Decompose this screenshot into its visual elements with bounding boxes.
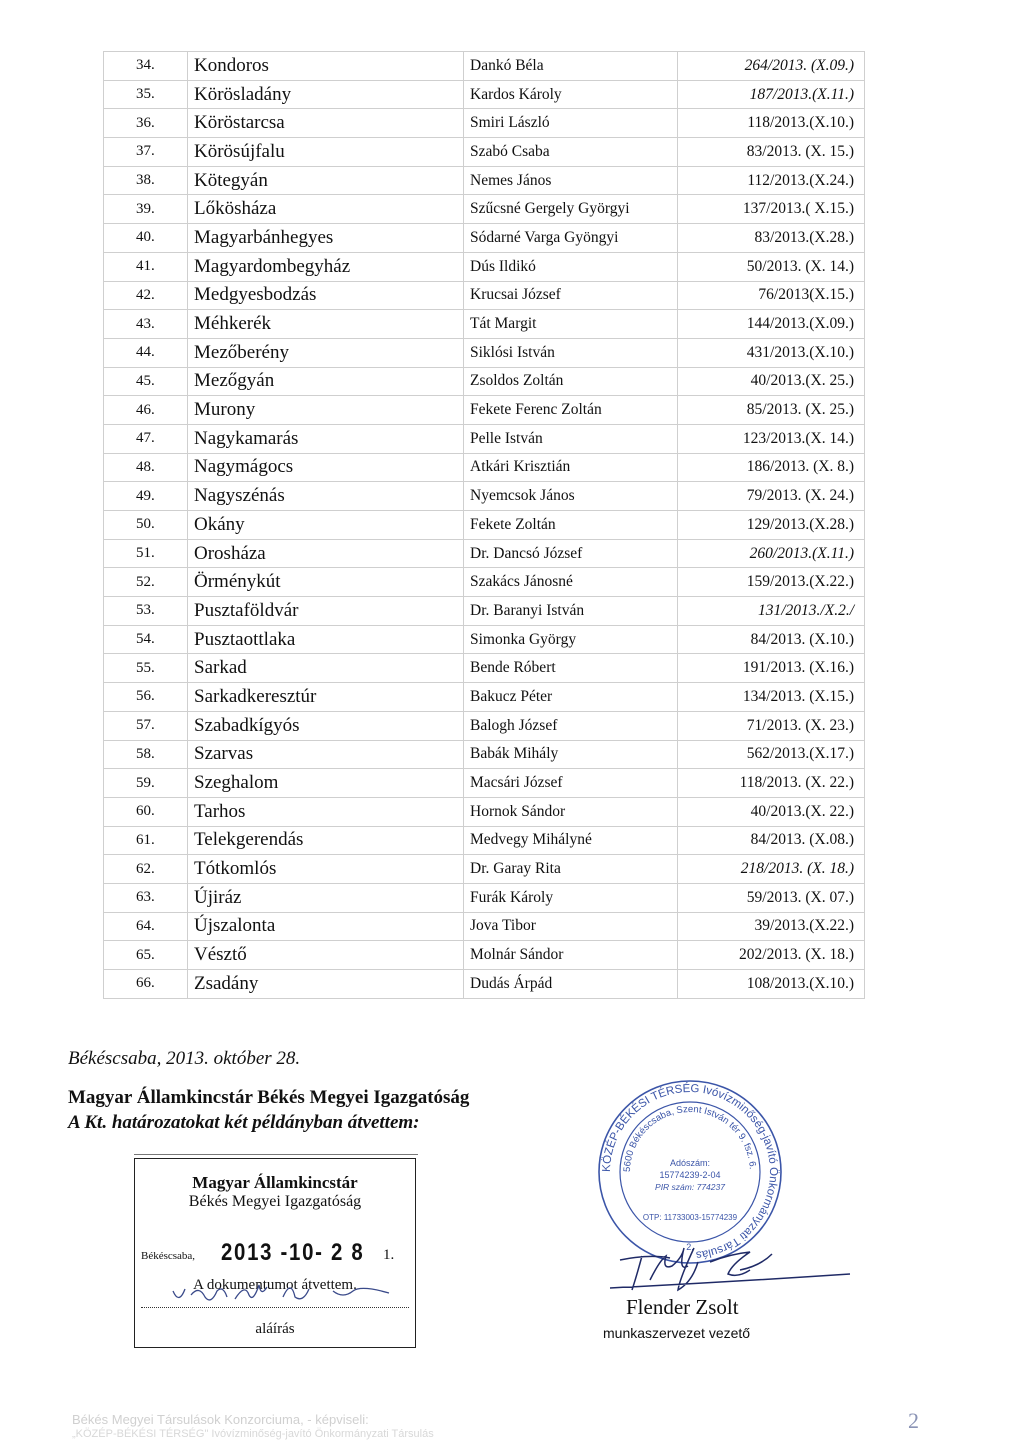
row-representative: Hornok Sándor <box>464 797 678 826</box>
row-resolution: 118/2013.(X.10.) <box>678 109 865 138</box>
row-number: 50. <box>104 511 188 540</box>
row-resolution: 118/2013. (X. 22.) <box>678 769 865 798</box>
row-municipality: Zsadány <box>188 970 464 999</box>
row-resolution: 431/2013.(X.10.) <box>678 338 865 367</box>
row-resolution: 40/2013.(X. 25.) <box>678 367 865 396</box>
row-number: 47. <box>104 424 188 453</box>
row-resolution: 76/2013(X.15.) <box>678 281 865 310</box>
row-municipality: Telekgerendás <box>188 826 464 855</box>
row-number: 43. <box>104 310 188 339</box>
stamp-doc-text: A dokumentumot átvettem. <box>193 1277 357 1293</box>
row-resolution: 218/2013. (X. 18.) <box>678 855 865 884</box>
receipt-stamp <box>134 1158 416 1348</box>
row-number: 57. <box>104 711 188 740</box>
row-municipality: Újszalonta <box>188 912 464 941</box>
row-municipality: Sarkad <box>188 654 464 683</box>
row-number: 39. <box>104 195 188 224</box>
signatory-name: Flender Zsolt <box>626 1295 739 1319</box>
row-representative: Kardos Károly <box>464 80 678 109</box>
row-number: 62. <box>104 855 188 884</box>
row-representative: Balogh József <box>464 711 678 740</box>
row-number: 65. <box>104 941 188 970</box>
handwritten-signature-icon <box>590 1240 860 1300</box>
row-number: 52. <box>104 568 188 597</box>
row-municipality: Magyarbánhegyes <box>188 224 464 253</box>
row-representative: Dankó Béla <box>464 52 678 81</box>
row-municipality: Mezőberény <box>188 338 464 367</box>
row-municipality: Méhkerék <box>188 310 464 339</box>
row-resolution: 108/2013.(X.10.) <box>678 970 865 999</box>
row-resolution: 134/2013. (X.15.) <box>678 683 865 712</box>
row-municipality: Tarhos <box>188 797 464 826</box>
table-row <box>104 453 865 482</box>
row-number: 45. <box>104 367 188 396</box>
row-resolution: 187/2013.(X.11.) <box>678 80 865 109</box>
svg-text:OTP: 11733003-15774239: OTP: 11733003-15774239 <box>642 1213 738 1222</box>
row-municipality: Medgyesbodzás <box>188 281 464 310</box>
signatory-role: munkaszervezet vezető <box>603 1325 751 1341</box>
table-row <box>104 52 865 81</box>
row-number: 51. <box>104 539 188 568</box>
row-resolution: 144/2013.(X.09.) <box>678 310 865 339</box>
received-note: A Kt. határozatokat két példányban átvettem: <box>68 1112 420 1133</box>
table-row <box>104 511 865 540</box>
municipality-table <box>103 51 865 999</box>
table-row <box>104 396 865 425</box>
row-number: 35. <box>104 80 188 109</box>
table-row <box>104 855 865 884</box>
svg-text:15774239-2-04: 15774239-2-04 <box>659 1170 721 1180</box>
table-row <box>104 482 865 511</box>
row-municipality: Tótkomlós <box>188 855 464 884</box>
table-body <box>104 52 865 999</box>
row-number: 46. <box>104 396 188 425</box>
row-municipality: Vésztő <box>188 941 464 970</box>
row-number: 48. <box>104 453 188 482</box>
place-date: Békéscsaba, 2013. október 28. <box>68 1048 301 1069</box>
svg-text:5600 Békéscsaba, Szent István: 5600 Békéscsaba, Szent István tér 9. fsz. 6. <box>621 1103 758 1173</box>
row-number: 55. <box>104 654 188 683</box>
row-municipality: Magyardombegyház <box>188 252 464 281</box>
row-representative: Szabó Csaba <box>464 138 678 167</box>
table-row <box>104 138 865 167</box>
row-number: 63. <box>104 883 188 912</box>
table-row <box>104 597 865 626</box>
row-representative: Zsoldos Zoltán <box>464 367 678 396</box>
row-representative: Fekete Zoltán <box>464 511 678 540</box>
row-representative: Nemes János <box>464 166 678 195</box>
svg-text:PIR szám: 774237: PIR szám: 774237 <box>655 1182 725 1192</box>
row-number: 40. <box>104 224 188 253</box>
row-municipality: Pusztaottlaka <box>188 625 464 654</box>
table-row <box>104 224 865 253</box>
row-resolution: 202/2013. (X. 18.) <box>678 941 865 970</box>
table-row <box>104 281 865 310</box>
row-representative: Dús Ildikó <box>464 252 678 281</box>
page-number: 2 <box>908 1408 919 1433</box>
row-number: 64. <box>104 912 188 941</box>
row-representative: Atkári Krisztián <box>464 453 678 482</box>
page-footer-line1: Békés Megyei Társulások Konzorciuma, - képviseli: <box>72 1412 369 1427</box>
row-municipality: Okány <box>188 511 464 540</box>
row-number: 36. <box>104 109 188 138</box>
treasury-name: Magyar Államkincstár Békés Megyei Igazgatóság <box>68 1087 470 1108</box>
row-municipality: Lőkösháza <box>188 195 464 224</box>
row-municipality: Körösladány <box>188 80 464 109</box>
row-municipality: Kötegyán <box>188 166 464 195</box>
row-representative: Simonka György <box>464 625 678 654</box>
row-representative: Molnár Sándor <box>464 941 678 970</box>
stamp-subtitle: Békés Megyei Igazgatóság <box>188 1193 362 1210</box>
row-representative: Dr. Dancsó József <box>464 539 678 568</box>
row-resolution: 129/2013.(X.28.) <box>678 511 865 540</box>
row-resolution: 260/2013.(X.11.) <box>678 539 865 568</box>
row-resolution: 562/2013.(X.17.) <box>678 740 865 769</box>
table-row <box>104 109 865 138</box>
table-row <box>104 883 865 912</box>
row-number: 42. <box>104 281 188 310</box>
row-resolution: 79/2013. (X. 24.) <box>678 482 865 511</box>
row-representative: Pelle István <box>464 424 678 453</box>
row-resolution: 83/2013.(X.28.) <box>678 224 865 253</box>
row-municipality: Nagymágocs <box>188 453 464 482</box>
row-resolution: 84/2013. (X.08.) <box>678 826 865 855</box>
table-row <box>104 912 865 941</box>
row-municipality: Szarvas <box>188 740 464 769</box>
table-row <box>104 338 865 367</box>
table-row <box>104 310 865 339</box>
row-resolution: 84/2013. (X.10.) <box>678 625 865 654</box>
svg-text:Adószám:: Adószám: <box>669 1158 711 1168</box>
row-municipality: Körösújfalu <box>188 138 464 167</box>
table-row <box>104 941 865 970</box>
stamp-number: 1. <box>383 1247 395 1263</box>
table-row <box>104 252 865 281</box>
row-resolution: 85/2013. (X. 25.) <box>678 396 865 425</box>
svg-text:2.: 2. <box>686 1242 694 1252</box>
row-representative: Nyemcsok János <box>464 482 678 511</box>
row-number: 56. <box>104 683 188 712</box>
row-resolution: 186/2013. (X. 8.) <box>678 453 865 482</box>
row-representative: Bende Róbert <box>464 654 678 683</box>
row-number: 54. <box>104 625 188 654</box>
table-row <box>104 797 865 826</box>
row-number: 60. <box>104 797 188 826</box>
signature-label: aláírás <box>255 1321 295 1337</box>
row-representative: Szűcsné Gergely Györgyi <box>464 195 678 224</box>
row-number: 34. <box>104 52 188 81</box>
row-representative: Bakucz Péter <box>464 683 678 712</box>
row-representative: Siklósi István <box>464 338 678 367</box>
row-number: 49. <box>104 482 188 511</box>
row-resolution: 40/2013.(X. 22.) <box>678 797 865 826</box>
row-resolution: 71/2013. (X. 23.) <box>678 711 865 740</box>
row-municipality: Nagykamarás <box>188 424 464 453</box>
row-representative: Sódarné Varga Gyöngyi <box>464 224 678 253</box>
row-municipality: Köröstarcsa <box>188 109 464 138</box>
row-municipality: Murony <box>188 396 464 425</box>
table-row <box>104 740 865 769</box>
row-resolution: 83/2013. (X. 15.) <box>678 138 865 167</box>
row-municipality: Újiráz <box>188 883 464 912</box>
table-row <box>104 826 865 855</box>
row-representative: Dr. Garay Rita <box>464 855 678 884</box>
table-row <box>104 568 865 597</box>
row-municipality: Örménykút <box>188 568 464 597</box>
signature-dotted-line <box>141 1307 409 1308</box>
row-municipality: Pusztaföldvár <box>188 597 464 626</box>
row-resolution: 39/2013.(X.22.) <box>678 912 865 941</box>
page-footer-line2: „KÖZÉP-BÉKÉSI TÉRSÉG" Ivóvízminőség-javító Önkormányzati Társulás <box>72 1428 434 1440</box>
table-row <box>104 424 865 453</box>
row-number: 41. <box>104 252 188 281</box>
row-resolution: 50/2013. (X. 14.) <box>678 252 865 281</box>
row-resolution: 59/2013. (X. 07.) <box>678 883 865 912</box>
table-row <box>104 970 865 999</box>
receipt-signature-icon <box>165 1277 395 1311</box>
row-municipality: Sarkadkeresztúr <box>188 683 464 712</box>
stamp-date: 2013 -10- 2 8 <box>221 1239 365 1266</box>
row-representative: Krucsai József <box>464 281 678 310</box>
row-resolution: 131/2013./X.2./ <box>678 597 865 626</box>
row-number: 59. <box>104 769 188 798</box>
row-municipality: Mezőgyán <box>188 367 464 396</box>
stamp-city: Békéscsaba, <box>141 1250 196 1262</box>
row-representative: Dr. Baranyi István <box>464 597 678 626</box>
table-row <box>104 166 865 195</box>
row-number: 44. <box>104 338 188 367</box>
row-resolution: 159/2013.(X.22.) <box>678 568 865 597</box>
table-row <box>104 367 865 396</box>
table-row <box>104 683 865 712</box>
row-municipality: Szabadkígyós <box>188 711 464 740</box>
row-resolution: 191/2013. (X.16.) <box>678 654 865 683</box>
row-resolution: 264/2013. (X.09.) <box>678 52 865 81</box>
table-row <box>104 625 865 654</box>
row-representative: Medvegy Mihályné <box>464 826 678 855</box>
stamp-title: Magyar Államkincstár <box>192 1173 358 1192</box>
row-representative: Macsári József <box>464 769 678 798</box>
row-number: 38. <box>104 166 188 195</box>
row-representative: Fekete Ferenc Zoltán <box>464 396 678 425</box>
row-resolution: 123/2013.(X. 14.) <box>678 424 865 453</box>
row-resolution: 137/2013.( X.15.) <box>678 195 865 224</box>
row-number: 66. <box>104 970 188 999</box>
table-row <box>104 539 865 568</box>
table-row <box>104 654 865 683</box>
table-row <box>104 769 865 798</box>
row-number: 53. <box>104 597 188 626</box>
row-representative: Tát Margit <box>464 310 678 339</box>
association-seal-icon <box>596 1078 784 1266</box>
row-representative: Smiri László <box>464 109 678 138</box>
row-representative: Dudás Árpád <box>464 970 678 999</box>
row-representative: Babák Mihály <box>464 740 678 769</box>
row-representative: Furák Károly <box>464 883 678 912</box>
table-row <box>104 195 865 224</box>
table-row <box>104 80 865 109</box>
row-number: 58. <box>104 740 188 769</box>
row-municipality: Kondoros <box>188 52 464 81</box>
row-municipality: Szeghalom <box>188 769 464 798</box>
row-representative: Jova Tibor <box>464 912 678 941</box>
row-representative: Szakács Jánosné <box>464 568 678 597</box>
row-number: 37. <box>104 138 188 167</box>
row-municipality: Orosháza <box>188 539 464 568</box>
table-row <box>104 711 865 740</box>
row-number: 61. <box>104 826 188 855</box>
row-resolution: 112/2013.(X.24.) <box>678 166 865 195</box>
svg-text:KÖZÉP-BÉKÉSI TÉRSÉG Ivóvízminő: KÖZÉP-BÉKÉSI TÉRSÉG Ivóvízminőség-javító Önkormányzati Társulás <box>600 1082 780 1261</box>
row-municipality: Nagyszénás <box>188 482 464 511</box>
